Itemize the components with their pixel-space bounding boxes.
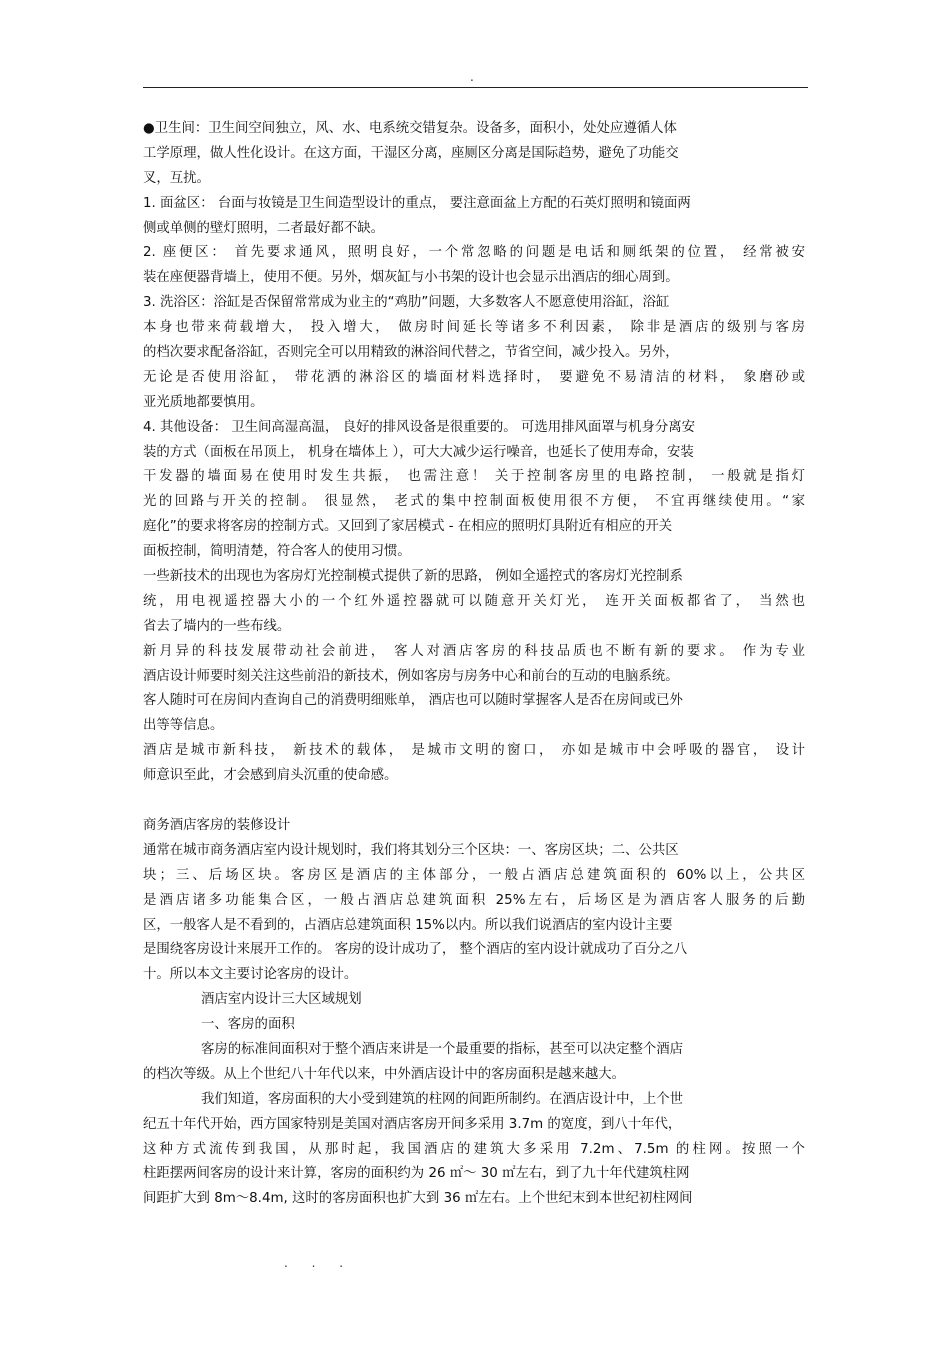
text-line: 是围绕客房设计来展开工作的。 客房的设计成功了， 整个酒店的室内设计就成功了百分之八 <box>143 942 688 958</box>
text-line: 省去了墙内的一些布线。 <box>143 618 291 634</box>
text-line: 的档次等级。从上个世纪八十年代以来，中外酒店设计中的客房面积是越来越大。 <box>143 1066 626 1082</box>
document-body <box>143 117 805 1212</box>
text-line: 4. 其他设备： 卫生间高湿高温， 良好的排风设备是很重要的。 可选用排风面罩与机身分离安 <box>143 419 696 435</box>
text-line: 的档次要求配备浴缸，否则完全可以用精致的淋浴间代替之，节省空间，减少投入。另外， <box>143 345 679 361</box>
text-line: 工学原理，做人性化设计。在这方面，干湿区分离，座厕区分离是国际趋势，避免了功能交 <box>143 145 679 161</box>
text-line: 区，一般客人是不看到的，占酒店总建筑面积 15%以内。所以我们说酒店的室内设计主要 <box>143 917 673 933</box>
text-line: 2. 座便区： 首先要求通风，照明良好，一个常忽略的问题是电话和厕纸架的位置， 经常被安 <box>143 245 805 261</box>
text-line: 客房的标准间面积对于整个酒店来讲是一个最重要的指标，甚至可以决定整个酒店 <box>201 1041 684 1057</box>
text-line: 装的方式（面板在吊顶上， 机身在墙体上 ），可大大减少运行噪音，也延长了使用寿命，安装 <box>143 444 694 460</box>
text-line: 客人随时可在房间内查询自己的消费明细账单， 酒店也可以随时掌握客人是否在房间或已外 <box>143 693 683 709</box>
header-dot: . <box>470 70 474 84</box>
text-line: 酒店设计师要时刻关注这些前沿的新技术，例如客房与房务中心和前台的互动的电脑系统。 <box>143 668 679 684</box>
text-line: 通常在城市商务酒店室内设计规划时，我们将其划分三个区块：一、客房区块；二、公共区 <box>143 842 679 858</box>
text-line: 统，用电视遥控器大小的一个红外遥控器就可以随意开关灯光， 连开关面板都省了， 当然也 <box>143 593 805 609</box>
text-line: 庭化”的要求将客房的控制方式。又回到了家居模式 - 在相应的照明灯具附近有相应的开关 <box>143 519 673 535</box>
text-line: ●卫生间：卫生间空间独立，风、水、电系统交错复杂。设备多，面积小，处处应遵循人体 <box>143 121 677 136</box>
text-line: 侧或单侧的壁灯照明，二者最好都不缺。 <box>143 220 385 236</box>
text-line: 本身也带来荷载增大， 投入增大， 做房时间延长等诸多不利因素， 除非是酒店的级别与客房 <box>143 320 805 336</box>
footer-dots: . . . <box>284 1256 354 1270</box>
text-line: 柱距摆两间客房的设计来计算，客房的面积约为 26 ㎡～ 30 ㎡左右，到了九十年代建筑柱网 <box>143 1166 690 1182</box>
text-line: 一些新技术的出现也为客房灯光控制模式提供了新的思路， 例如全遥控式的客房灯光控制系 <box>143 569 683 585</box>
text-line: 无论是否使用浴缸， 带花洒的淋浴区的墙面材料选择时， 要避免不易清洁的材料， 象磨砂或 <box>143 369 805 385</box>
text-line: 十。所以本文主要讨论客房的设计。 <box>143 967 358 983</box>
text-line: 装在座便器背墙上，使用不便。另外，烟灰缸与小书架的设计也会显示出酒店的细心周到。 <box>143 270 679 286</box>
text-line: 新月异的科技发展带动社会前进， 客人对酒店客房的科技品质也不断有新的要求。 作为专业 <box>143 643 805 659</box>
text-line: 师意识至此，才会感到肩头沉重的使命感。 <box>143 768 398 784</box>
text-line: 我们知道，客房面积的大小受到建筑的柱网的间距所制约。在酒店设计中，上个世 <box>201 1091 684 1107</box>
text-line: 酒店是城市新科技， 新技术的载体， 是城市文明的窗口， 亦如是城市中会呼吸的器官， 设计 <box>143 743 805 759</box>
text-line: 是酒店诸多功能集合区，一般占酒店总建筑面积 25%左右，后场区是为酒店客人服务的后勤 <box>143 892 805 908</box>
text-line: 酒店室内设计三大区域规划 <box>201 992 362 1008</box>
text-line: 出等等信息。 <box>143 718 224 734</box>
text-line: 3. 洗浴区：浴缸是否保留常常成为业主的“鸡肋”问题，大多数客人不愿意使用浴缸，浴缸 <box>143 295 670 311</box>
blank-line <box>143 789 805 814</box>
text-line: 干发器的墙面易在使用时发生共振， 也需注意！ 关于控制客房里的电路控制， 一般就是指灯 <box>143 469 805 485</box>
text-line: 面板控制，简明清楚，符合客人的使用习惯。 <box>143 544 411 560</box>
text-line: 叉，互扰。 <box>143 170 210 186</box>
text-line: 一、客房的面积 <box>201 1017 295 1033</box>
text-line: 亚光质地都要慎用。 <box>143 394 264 410</box>
text-line: 间距扩大到 8m～8.4m, 这时的客房面积也扩大到 36 ㎡左右。上个世纪末到本世纪初柱网间 <box>143 1191 693 1207</box>
text-line: 光的回路与开关的控制。 很显然， 老式的集中控制面板使用很不方便， 不宜再继续使用。“家 <box>143 494 805 510</box>
text-line: 块；三、后场区块。客房区是酒店的主体部分，一般占酒店总建筑面积的 60%以上，公共区 <box>143 867 805 883</box>
text-line: 1. 面盆区： 台面与妆镜是卫生间造型设计的重点， 要注意面盆上方配的石英灯照明和镜面两 <box>143 195 691 211</box>
text-line: 纪五十年代开始，西方国家特别是美国对酒店客房开间多采用 3.7m 的宽度，到八十年代， <box>143 1116 682 1132</box>
text-line: 商务酒店客房的装修设计 <box>143 817 291 833</box>
text-line: 这种方式流传到我国，从那时起，我国酒店的建筑大多采用 7.2m、7.5m 的柱网。按照一个 <box>143 1141 805 1157</box>
header-rule <box>143 87 808 88</box>
